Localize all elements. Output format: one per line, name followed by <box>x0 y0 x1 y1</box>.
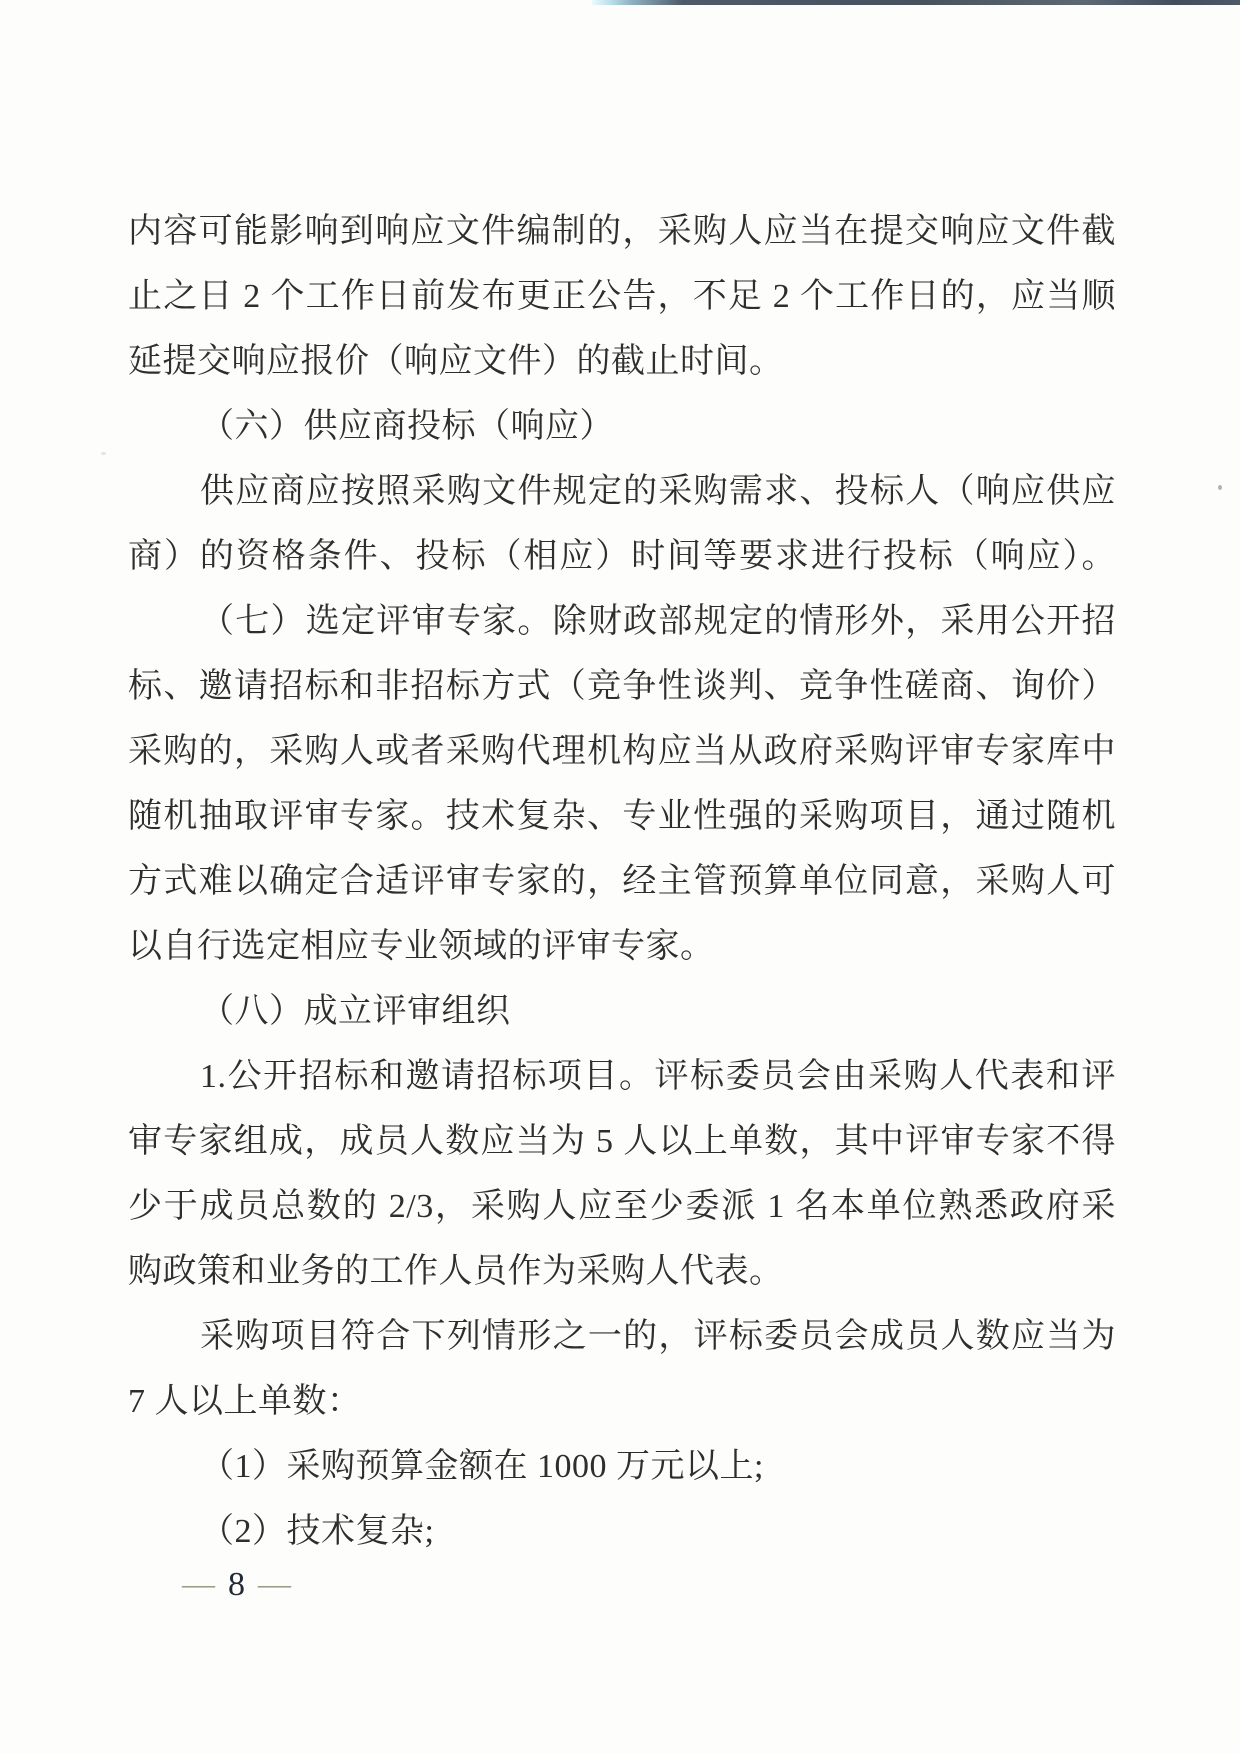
text-line: （八）成立评审组织 <box>200 993 511 1030</box>
text-line: 采购项目符合下列情形之一的，评标委员会成员人数应当为 <box>200 1318 1116 1355</box>
text-line: 7 人以上单数： <box>128 1383 362 1420</box>
text-line: 内容可能影响到响应文件编制的，采购人应当在提交响应文件截 <box>128 213 1116 250</box>
text-block <box>128 199 1116 1564</box>
scan-speck <box>1218 485 1222 490</box>
text-line: （1）采购预算金额在 1000 万元以上; <box>200 1448 764 1485</box>
text-line: 止之日 2 个工作日前发布更正公告，不足 2 个工作日的，应当顺 <box>128 278 1116 315</box>
text-line: （六）供应商投标（响应） <box>200 408 614 445</box>
text-line: 购政策和业务的工作人员作为采购人代表。 <box>128 1253 784 1290</box>
text-line: 审专家组成，成员人数应当为 5 人以上单数，其中评审专家不得 <box>128 1123 1116 1160</box>
page-footer <box>182 1566 291 1604</box>
text-line: 供应商应按照采购文件规定的采购需求、投标人（响应供应 <box>200 473 1116 510</box>
text-line: 采购的，采购人或者采购代理机构应当从政府采购评审专家库中 <box>128 733 1116 770</box>
text-line: 随机抽取评审专家。技术复杂、专业性强的采购项目，通过随机 <box>128 798 1116 835</box>
text-line: 延提交响应报价（响应文件）的截止时间。 <box>128 343 784 380</box>
text-line: 以自行选定相应专业领域的评审专家。 <box>128 928 715 965</box>
text-line: 标、邀请招标和非招标方式（竞争性谈判、竞争性磋商、询价） <box>128 668 1116 705</box>
text-line: 方式难以确定合适评审专家的，经主管预算单位同意，采购人可 <box>128 863 1116 900</box>
page-number: 8 <box>228 1566 245 1603</box>
text-line: 1.公开招标和邀请招标项目。评标委员会由采购人代表和评 <box>200 1058 1116 1095</box>
text-line: 商）的资格条件、投标（相应）时间等要求进行投标（响应）。 <box>128 538 1116 575</box>
text-line: （2）技术复杂; <box>200 1513 435 1550</box>
footer-right-dash: — <box>258 1570 291 1599</box>
text-line: （七）选定评审专家。除财政部规定的情形外，采用公开招 <box>200 603 1116 640</box>
footer-left-dash: — <box>182 1570 215 1599</box>
text-line: 少于成员总数的 2/3，采购人应至少委派 1 名本单位熟悉政府采 <box>128 1188 1116 1225</box>
scan-edge-artifact <box>592 0 1240 5</box>
scan-speck <box>101 452 106 455</box>
